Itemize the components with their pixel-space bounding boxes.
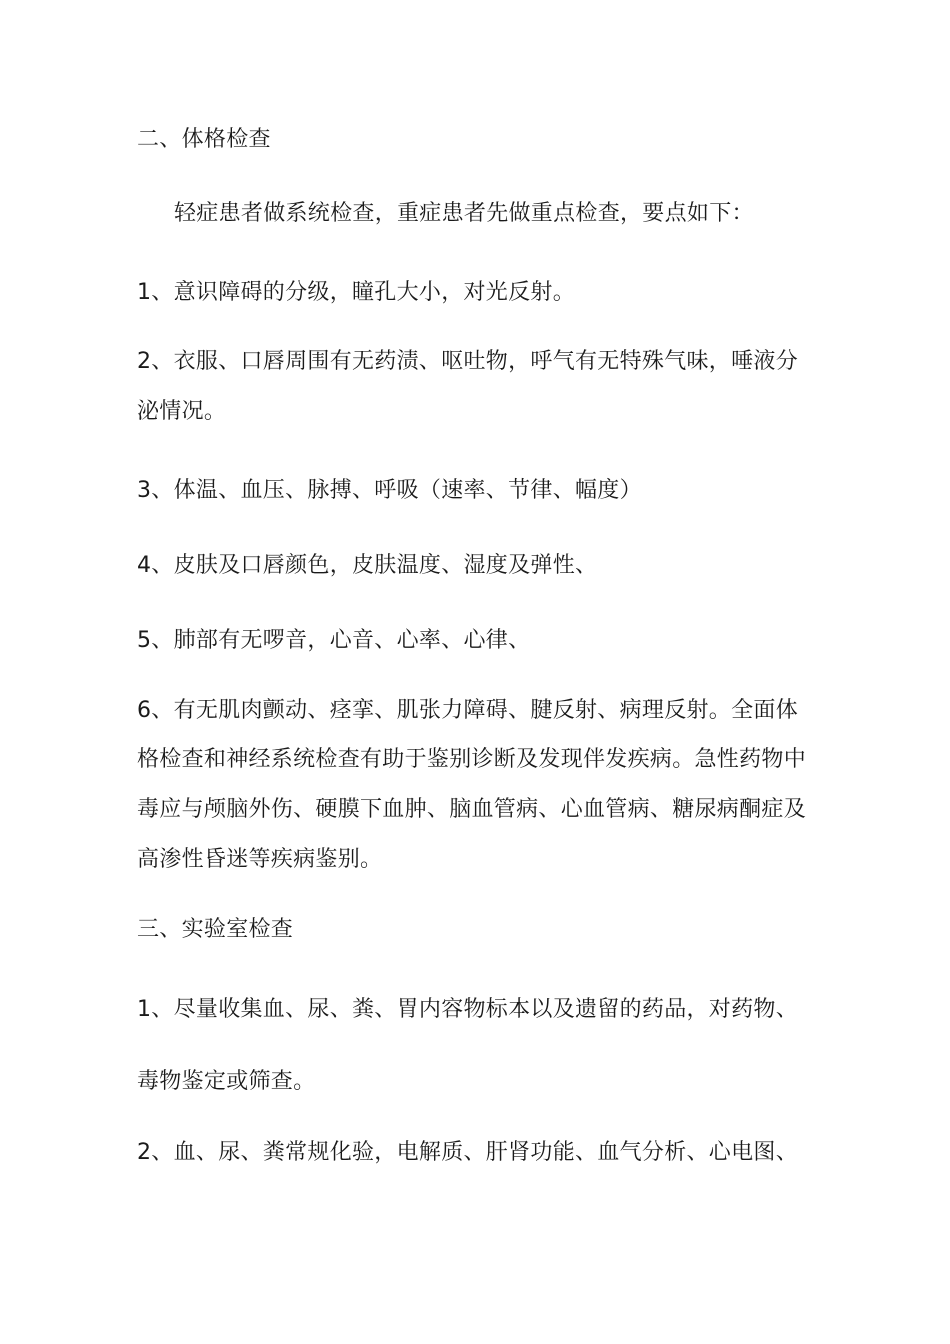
lab-item-2: 2、血、尿、粪常规化验，电解质、肝肾功能、血气分析、心电图、 [137,1140,798,1165]
list-item-6-continued-3: 高渗性昏迷等疾病鉴别。 [137,847,383,872]
list-item-2: 2、衣服、口唇周围有无药渍、呕吐物，呼气有无特殊气味，唾液分 [137,349,798,374]
section-heading-lab-exam: 三、实验室检查 [137,917,294,942]
list-item-1: 1、意识障碍的分级，瞳孔大小，对光反射。 [137,280,575,305]
lab-item-1: 1、尽量收集血、尿、粪、胃内容物标本以及遗留的药品，对药物、 [137,997,798,1022]
lab-item-1-continued: 毒物鉴定或筛查。 [137,1069,316,1094]
list-item-6-continued-2: 毒应与颅脑外伤、硬膜下血肿、脑血管病、心血管病、糖尿病酮症及 [137,797,807,822]
section-heading-physical-exam: 二、体格检查 [137,127,271,152]
intro-paragraph: 轻症患者做系统检查，重症患者先做重点检查，要点如下： [174,201,754,226]
list-item-6: 6、有无肌肉颤动、痉挛、肌张力障碍、腱反射、病理反射。全面体 [137,698,798,723]
list-item-5: 5、肺部有无啰音，心音、心率、心律、 [137,628,531,653]
list-item-6-continued-1: 格检查和神经系统检查有助于鉴别诊断及发现伴发疾病。急性药物中 [137,747,807,772]
list-item-2-continued: 泌情况。 [137,399,227,424]
list-item-3: 3、体温、血压、脉搏、呼吸（速率、节律、幅度） [137,478,642,503]
list-item-4: 4、皮肤及口唇颜色，皮肤温度、湿度及弹性、 [137,553,598,578]
